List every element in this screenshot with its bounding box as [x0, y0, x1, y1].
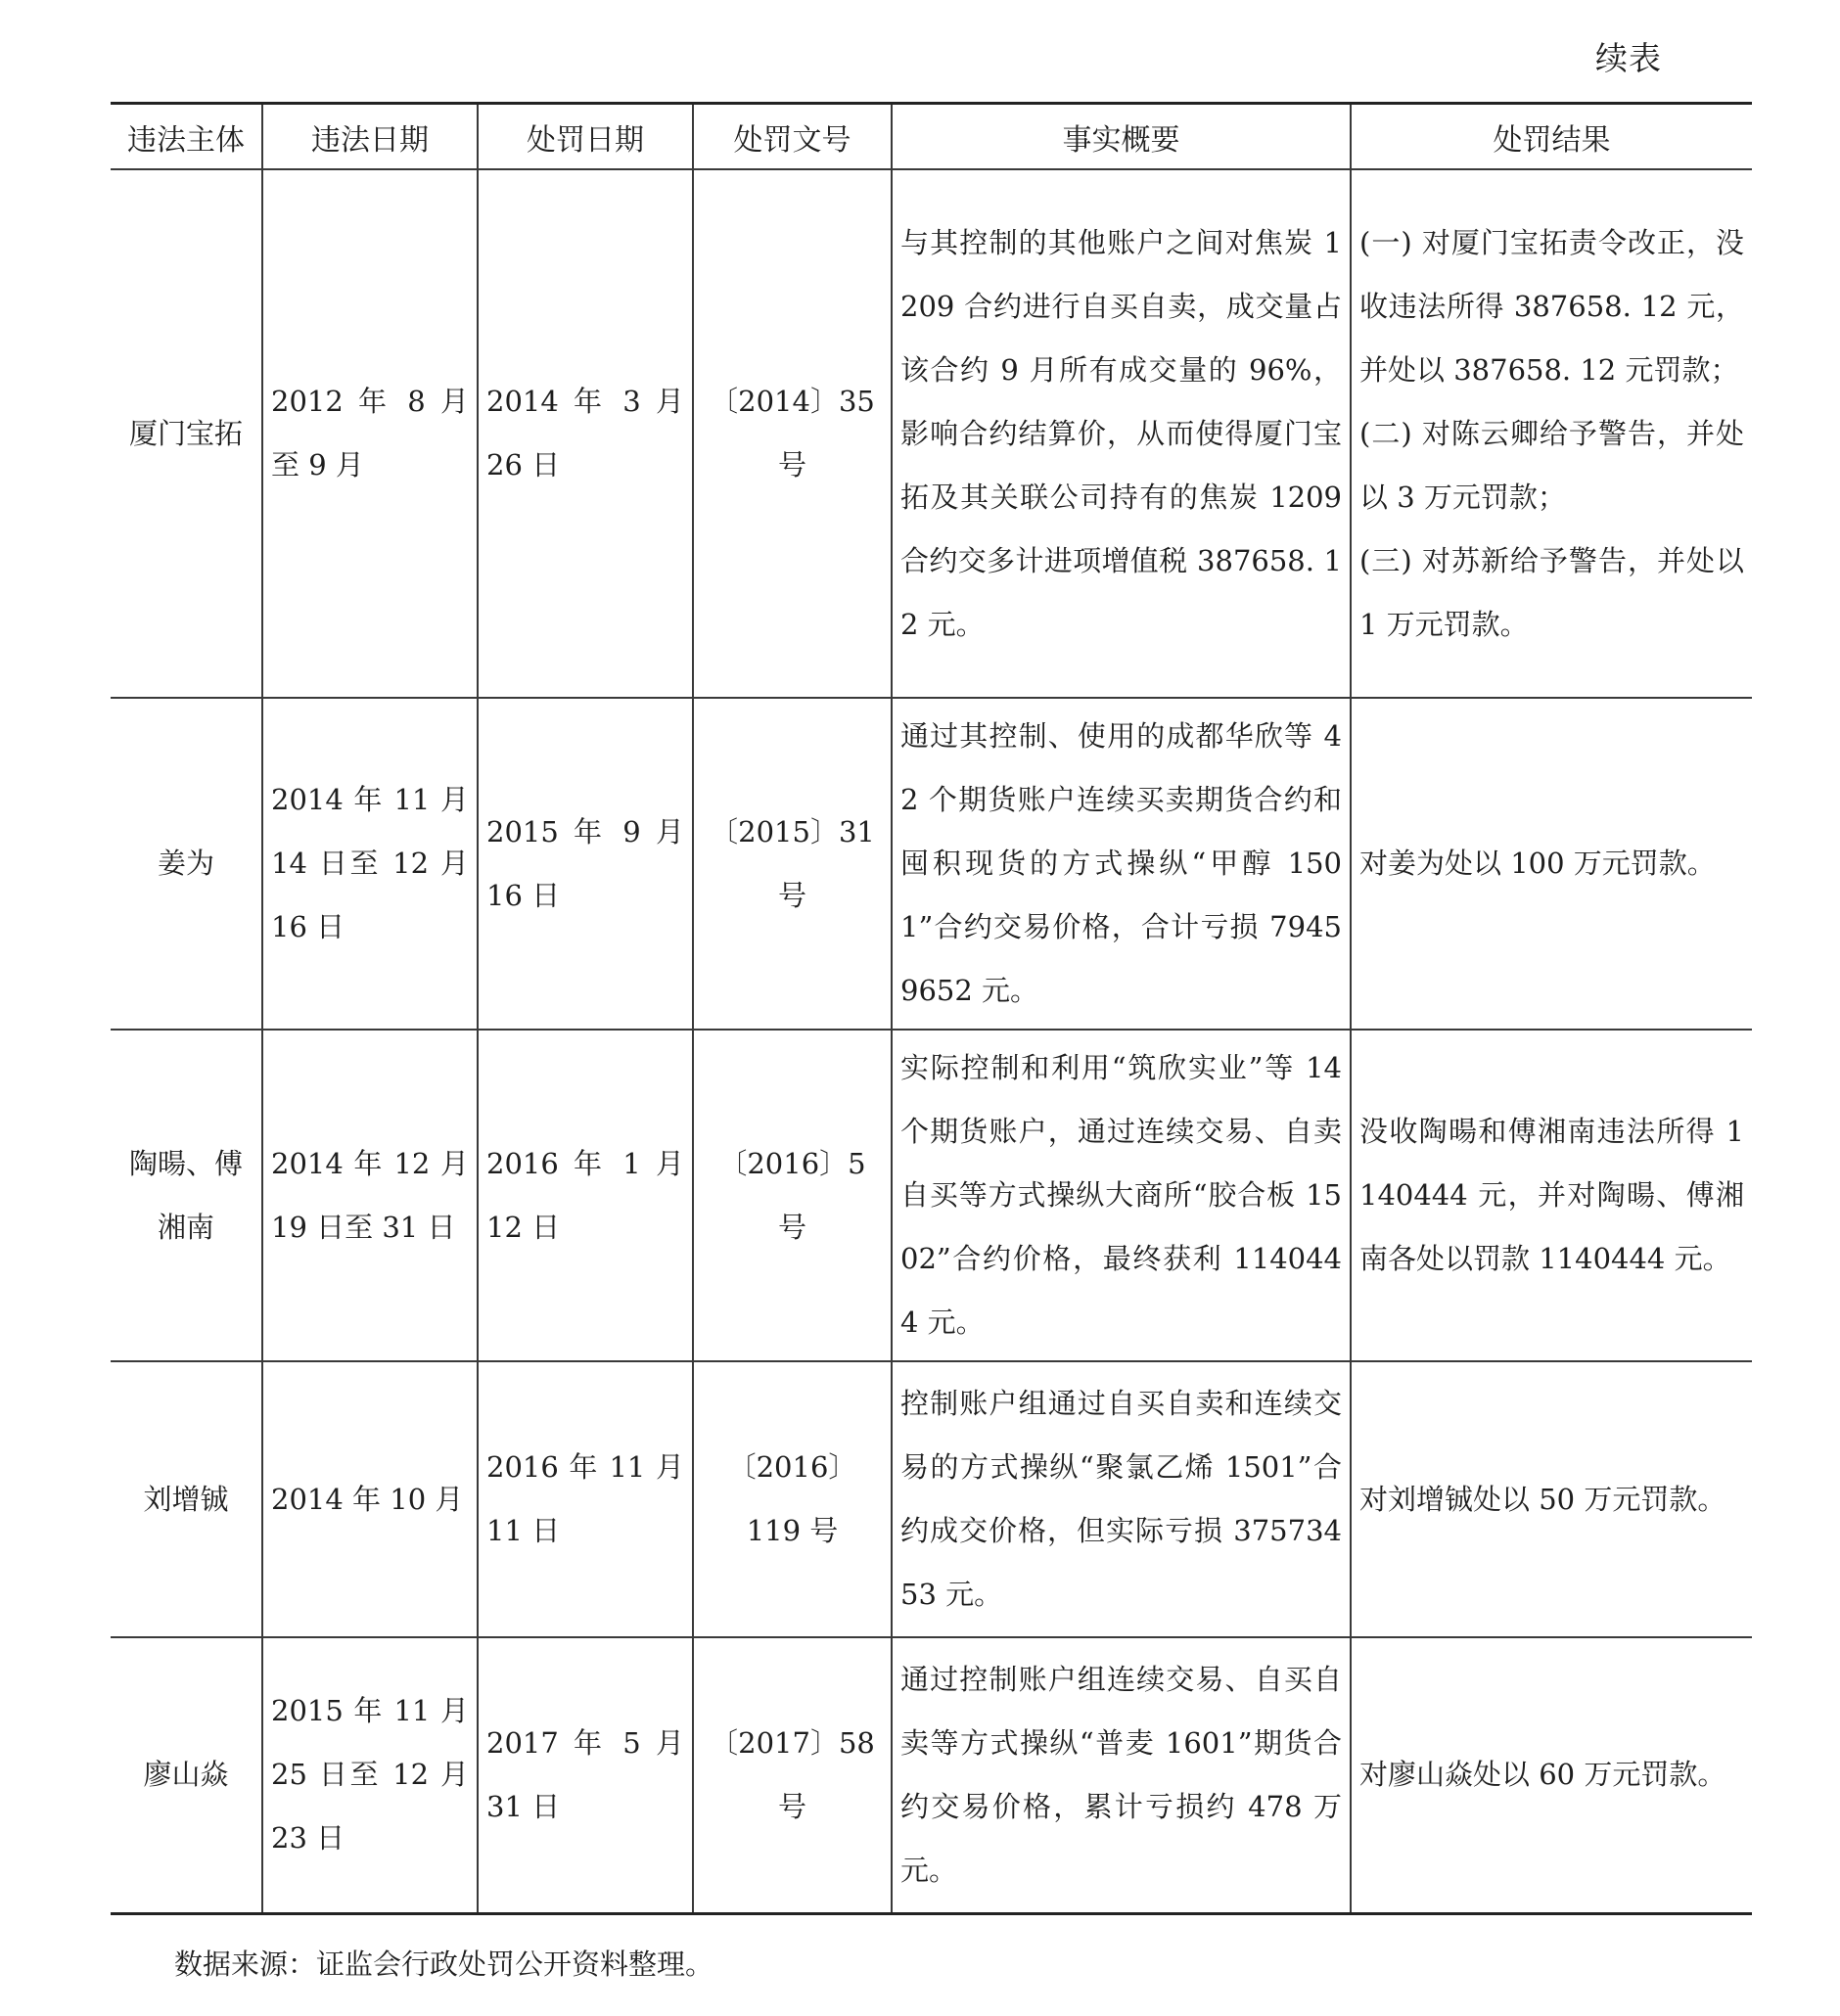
cell-violation-date: 2015 年 11 月 25 日至 12 月 23 日: [262, 1637, 478, 1913]
continued-table-label: 续表: [1595, 39, 1662, 77]
table-header-row: [111, 104, 1752, 170]
cell-result: [1351, 1030, 1752, 1361]
table-row: [111, 1030, 1752, 1361]
header-violation-date: 违法日期: [262, 104, 478, 170]
result-line: (二) 对陈云卿给予警告，并处以 3 万元罚款；: [1359, 416, 1744, 514]
cell-result: [1351, 169, 1752, 698]
cell-subject: 廖山焱: [111, 1637, 262, 1913]
cell-violation-date: 2012 年 8 月至 9 月: [262, 169, 478, 698]
cell-facts: 通过其控制、使用的成都华欣等 42 个期货账户连续买卖期货合约和囤积现货的方式操纵“甲醇 1501”合约交易价格，合计亏损 79459652 元。: [892, 698, 1351, 1030]
result-line: (一) 对厦门宝拓责令改正，没收违法所得 387658. 12 元，并处以 387658. 12 元罚款；: [1359, 225, 1744, 387]
result-line: 对廖山焱处以 60 万元罚款。: [1359, 1758, 1726, 1792]
cell-penalty-date: 2016 年 11 月 11 日: [478, 1361, 693, 1637]
cell-penalty-date: 2016 年 1 月 12 日: [478, 1030, 693, 1361]
cell-facts: 与其控制的其他账户之间对焦炭 1209 合约进行自买自卖，成交量占该合约 9 月所有成交量的 96%，影响合约结算价，从而使得厦门宝拓及其关联公司持有的焦炭 1209 合约交多计进项增值税 387658. 12 元。: [892, 169, 1351, 698]
cell-penalty-date: 2017 年 5 月 31 日: [478, 1637, 693, 1913]
cell-violation-date: 2014 年 10 月: [262, 1361, 478, 1637]
header-doc-no: 处罚文号: [693, 104, 892, 170]
penalty-table: [111, 102, 1752, 1915]
cell-subject: 厦门宝拓: [111, 169, 262, 698]
cell-result: [1351, 698, 1752, 1030]
header-subject: 违法主体: [111, 104, 262, 170]
cell-doc-no: 〔2016〕119 号: [693, 1361, 892, 1637]
table-row: [111, 1637, 1752, 1913]
cell-penalty-date: 2015 年 9 月 16 日: [478, 698, 693, 1030]
header-result: 处罚结果: [1351, 104, 1752, 170]
source-note: 数据来源：证监会行政处罚公开资料整理。: [174, 1947, 714, 1981]
cell-doc-no: 〔2017〕58 号: [693, 1637, 892, 1913]
cell-result: [1351, 1361, 1752, 1637]
cell-facts: 实际控制和利用“筑欣实业”等 14 个期货账户，通过连续交易、自卖自买等方式操纵大商所“胶合板 1502”合约价格，最终获利 1140444 元。: [892, 1030, 1351, 1361]
cell-subject: 陶暘、傅湘南: [111, 1030, 262, 1361]
result-line: 对刘增铖处以 50 万元罚款。: [1359, 1482, 1726, 1516]
header-penalty-date: 处罚日期: [478, 104, 693, 170]
result-line: 对姜为处以 100 万元罚款。: [1359, 847, 1716, 880]
cell-subject: 刘增铖: [111, 1361, 262, 1637]
cell-violation-date: 2014 年 11 月 14 日至 12 月 16 日: [262, 698, 478, 1030]
result-line: 没收陶暘和傅湘南违法所得 1140444 元，并对陶暘、傅湘南各处以罚款 1140444 元。: [1359, 1115, 1744, 1275]
cell-facts: 控制账户组通过自买自卖和连续交易的方式操纵“聚氯乙烯 1501”合约成交价格，但实际亏损 37573453 元。: [892, 1361, 1351, 1637]
cell-penalty-date: 2014 年 3 月 26 日: [478, 169, 693, 698]
table-row: [111, 169, 1752, 698]
cell-doc-no: 〔2015〕31 号: [693, 698, 892, 1030]
cell-doc-no: 〔2016〕5 号: [693, 1030, 892, 1361]
cell-violation-date: 2014 年 12 月 19 日至 31 日: [262, 1030, 478, 1361]
cell-result: [1351, 1637, 1752, 1913]
result-line: (三) 对苏新给予警告，并处以 1 万元罚款。: [1359, 543, 1744, 641]
cell-doc-no: 〔2014〕35 号: [693, 169, 892, 698]
cell-subject: 姜为: [111, 698, 262, 1030]
table-row: [111, 1361, 1752, 1637]
cell-facts: 通过控制账户组连续交易、自买自卖等方式操纵“普麦 1601”期货合约交易价格，累计亏损约 478 万元。: [892, 1637, 1351, 1913]
table-row: [111, 698, 1752, 1030]
header-facts: 事实概要: [892, 104, 1351, 170]
